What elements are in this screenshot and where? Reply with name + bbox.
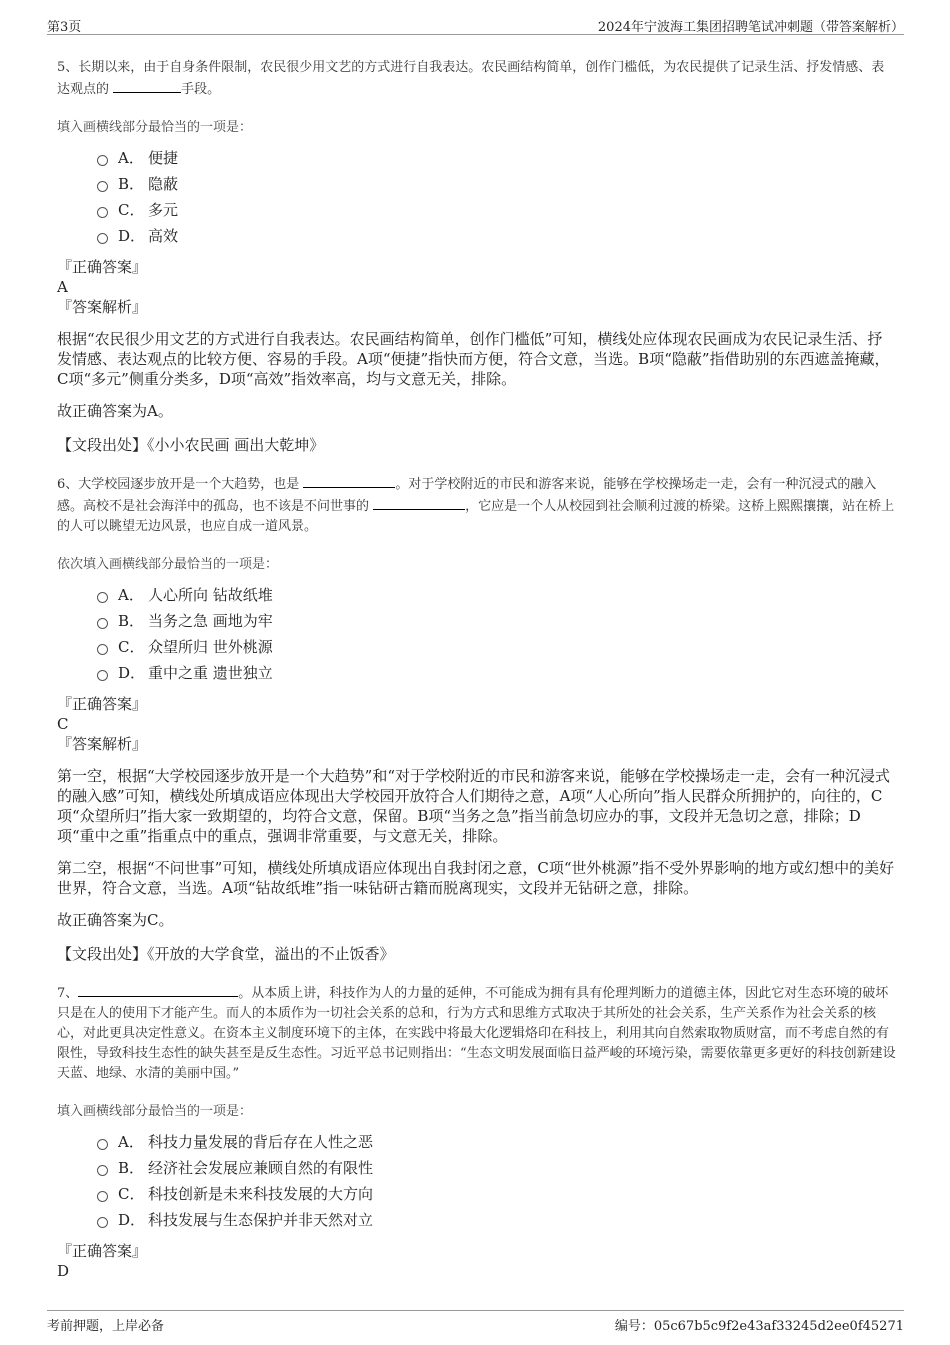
option-c[interactable]: C． 科技创新是未来科技发展的大方向 — [97, 1181, 897, 1207]
analysis-label: 『答案解析』 — [57, 298, 148, 316]
source-citation: 【文段出处】《小小农民画 画出大乾坤》 — [57, 436, 325, 454]
option-d[interactable]: D． 科技发展与生态保护并非天然对立 — [97, 1207, 897, 1233]
document-body — [57, 58, 897, 1281]
analysis-conclusion: 故正确答案为A。 — [57, 402, 173, 420]
option-c[interactable]: C． 多元 — [97, 197, 897, 223]
radio-icon[interactable] — [97, 181, 108, 192]
options-list — [57, 1129, 897, 1233]
fill-blank — [113, 78, 181, 93]
option-a[interactable]: A． 人心所向 钻故纸堆 — [97, 582, 897, 608]
radio-icon[interactable] — [97, 1165, 108, 1176]
question-6 — [57, 473, 897, 964]
correct-answer-label: 『正确答案』 — [57, 258, 148, 276]
question-stem: 7、 。从本质上讲，科技作为人的力量的延伸，不可能成为拥有具有伦理判断力的道德主体，因此它对生态环境的破坏只是在人的使用下才能产生。而人的本质作为一切社会关系的总和，行为方式和思维方式取决于其所处的社会关系，生产关系作为社会关系的核心，对此更具决定性意义。在资本主义制度环境下的主体，在实践中将最大化逻辑烙印在科技上，利用其向自然索取物质财富，而不考虑自然的有限性，导致科技生态性的缺失甚至是反生态性。习近平总书记则指出：“生态文明发展面临日益严峻的环境污染，需要依靠更多更好的科技创新建设天蓝、地绿、水清的美丽中国。” — [57, 982, 897, 1084]
option-b[interactable]: B． 隐蔽 — [97, 171, 897, 197]
option-d[interactable]: D． 重中之重 遗世独立 — [97, 660, 897, 686]
document-code: 编号：05c67b5c9f2e43af33245d2ee0f45271 — [614, 1319, 904, 1334]
option-b[interactable]: B． 当务之急 画地为牢 — [97, 608, 897, 634]
radio-icon[interactable] — [97, 1217, 108, 1228]
option-d[interactable]: D． 高效 — [97, 223, 897, 249]
analysis-paragraph: 第二空，根据“不问世事”可知，横线处所填成语应体现出自我封闭之意，C项“世外桃源”指不受外界影响的地方或幻想中的美好世界，符合文意，当选。A项“钻故纸堆”指一味钻研古籍而脱离现实，文段并无钻研之意，排除。 — [57, 859, 895, 897]
question-7 — [57, 982, 897, 1281]
radio-icon[interactable] — [97, 155, 108, 166]
radio-icon[interactable] — [97, 1191, 108, 1202]
radio-icon[interactable] — [97, 592, 108, 603]
correct-answer: D — [57, 1262, 70, 1280]
fill-blank — [373, 495, 465, 510]
radio-icon[interactable] — [97, 618, 108, 629]
radio-icon[interactable] — [97, 1139, 108, 1150]
analysis-conclusion: 故正确答案为C。 — [57, 911, 174, 929]
option-b[interactable]: B． 经济社会发展应兼顾自然的有限性 — [97, 1155, 897, 1181]
page-header — [47, 16, 904, 35]
option-a[interactable]: A． 科技力量发展的背后存在人性之恶 — [97, 1129, 897, 1155]
document-title: 2024年宁波海工集团招聘笔试冲刺题（带答案解析） — [597, 20, 904, 35]
fill-blank — [78, 982, 238, 997]
correct-answer-label: 『正确答案』 — [57, 1242, 148, 1260]
radio-icon[interactable] — [97, 644, 108, 655]
question-stem: 6、大学校园逐步放开是一个大趋势，也是 。对于学校附近的市民和游客来说，能够在学校操场走一走，会有一种沉浸式的融入感。高校不是社会海洋中的孤岛，也不该是不问世事的 ，它应是一个人从校园到社会顺利过渡的桥梁。这桥上熙熙攘攘，站在桥上的人可以眺望无边风景，也应自成一道风景。 — [57, 473, 897, 537]
correct-answer: A — [57, 278, 68, 296]
question-prompt: 填入画横线部分最恰当的一项是： — [57, 1104, 253, 1119]
fill-blank — [303, 473, 395, 488]
page-number: 第3页 — [47, 20, 82, 35]
analysis-label: 『答案解析』 — [57, 735, 148, 753]
page-footer — [47, 1310, 904, 1334]
radio-icon[interactable] — [97, 207, 108, 218]
options-list — [57, 582, 897, 686]
radio-icon[interactable] — [97, 670, 108, 681]
correct-answer: C — [57, 715, 69, 733]
source-citation: 【文段出处】《开放的大学食堂，溢出的不止饭香》 — [57, 945, 395, 963]
radio-icon[interactable] — [97, 233, 108, 244]
option-a[interactable]: A． 便捷 — [97, 145, 897, 171]
correct-answer-label: 『正确答案』 — [57, 695, 148, 713]
options-list — [57, 145, 897, 249]
question-prompt: 填入画横线部分最恰当的一项是： — [57, 120, 253, 135]
question-stem: 5、长期以来，由于自身条件限制，农民很少用文艺的方式进行自我表达。农民画结构简单，创作门槛低，为农民提供了记录生活、抒发情感、表达观点的 手段。 — [57, 60, 885, 97]
footer-slogan: 考前押题，上岸必备 — [47, 1319, 165, 1334]
question-prompt: 依次填入画横线部分最恰当的一项是： — [57, 557, 279, 572]
option-c[interactable]: C． 众望所归 世外桃源 — [97, 634, 897, 660]
analysis-paragraph: 根据“农民很少用文艺的方式进行自我表达。农民画结构简单，创作门槛低”可知，横线处应体现农民画成为农民记录生活、抒发情感、表达观点的比较方便、容易的手段。A项“便捷”指快而方便，符合文意，当选。B项“隐蔽”指借助别的东西遮盖掩藏，C项“多元”侧重分类多，D项“高效”指效率高，均与文意无关，排除。 — [57, 330, 890, 388]
question-5 — [57, 58, 897, 455]
analysis-paragraph: 第一空，根据“大学校园逐步放开是一个大趋势”和“对于学校附近的市民和游客来说，能够在学校操场走一走，会有一种沉浸式的融入感”可知，横线处所填成语应体现出大学校园开放符合人们期待之意，A项“人心所向”指人民群众所拥护的，向往的，C项“众望所归”指大家一致期望的，均符合文意，保留。B项“当务之急”指当前急切应办的事，文段并无急切之意，排除；D项“重中之重”指重点中的重点，强调非常重要，与文意无关，排除。 — [57, 767, 891, 845]
